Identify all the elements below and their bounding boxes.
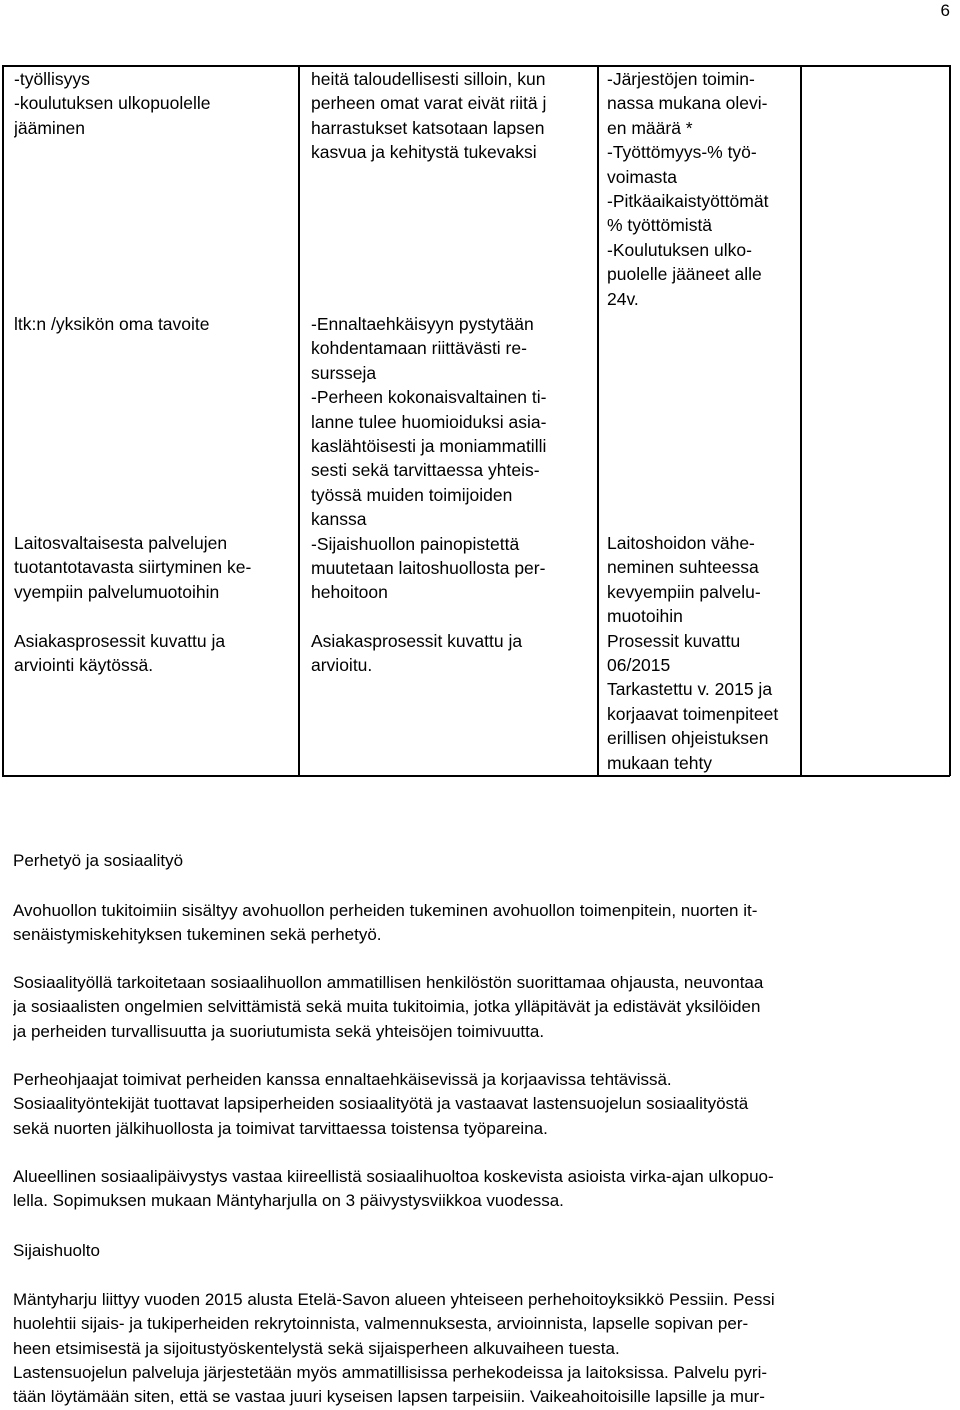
cell-r1-c3: [607, 67, 799, 311]
text-line: harrastukset katsotaan lapsen: [311, 117, 545, 138]
text-line: Tarkastettu v. 2015 ja: [607, 679, 773, 700]
text-line: työssä muiden toimijoiden: [311, 484, 513, 505]
heading-text: Sijaishuolto: [13, 1241, 100, 1260]
table-border-col2: [298, 65, 300, 776]
text-line: -Koulutuksen ulko-: [607, 239, 752, 260]
text-line: korjaavat toimenpiteet: [607, 703, 779, 724]
text-line: Mäntyharju liittyy vuoden 2015 alusta Etelä-Savon alueen yhteiseen perhehoitoyksikkö Pessiin. Pessi: [13, 1290, 775, 1309]
table-bottom-border: [2, 775, 950, 777]
text-line: muutetaan laitoshuollosta per-: [311, 557, 546, 578]
section-heading-sijaishuolto: [13, 1239, 958, 1263]
text-line: -Perheen kokonaisvaltainen ti-: [311, 387, 547, 408]
text-line: perheen omat varat eivät riitä j: [311, 93, 547, 114]
text-line: 06/2015: [607, 654, 671, 675]
text-line: tuotantotavasta siirtyminen ke-: [14, 557, 252, 578]
text-line: voimasta: [607, 166, 678, 187]
text-line: ltk:n /yksikön oma tavoite: [14, 314, 210, 334]
text-line: -koulutuksen ulkopuolelle: [14, 93, 211, 114]
text-line: arviointi käytössä.: [14, 655, 154, 676]
text-line: ja perheiden turvallisuutta ja suoriutumista sekä yhteisöjen toimivuutta.: [13, 1021, 545, 1041]
text-line: heitä taloudellisesti silloin, kun: [311, 69, 546, 89]
text-line: -työllisyys: [14, 69, 90, 89]
paragraph-paivystys: [13, 1165, 958, 1214]
text-line: neminen suhteessa: [607, 557, 759, 578]
text-line: hehoitoon: [311, 582, 388, 603]
text-line: Laitoshoidon vähe-: [607, 533, 755, 553]
text-line: 24v.: [607, 288, 639, 309]
text-line: vyempiin palvelumuotoihin: [14, 581, 220, 602]
text-line: erillisen ohjeistuksen: [607, 728, 769, 749]
paragraph-avohuolto: [13, 899, 958, 948]
text-line: sesti sekä tarvittaessa yhteis-: [311, 460, 540, 481]
cell-r2-c3-indicators: [607, 531, 799, 775]
text-line: % työttömistä: [607, 215, 713, 236]
text-line: huolehtii sijais- ja tukiperheiden rekrytoinnista, valmennuksesta, arvioinnista, lapselle sopivan per-: [13, 1314, 749, 1334]
paragraph-pessi: [13, 1288, 958, 1409]
text-line: Asiakasprosessit kuvattu ja: [14, 631, 226, 651]
text-line: Sosiaalityöllä tarkoitetaan sosiaalihuollon ammatillisen henkilöstön suorittamaa ohjausta, neuvontaa: [13, 973, 764, 992]
text-line: ja sosiaalisten ongelmien selvittämistä sekä muita tukitoimia, jotka ylläpitävät ja edistävät yksilöiden: [13, 997, 761, 1017]
text-line: arvioitu.: [311, 655, 373, 676]
text-line: kanssa: [311, 509, 367, 530]
cell-r1-c2: [311, 67, 595, 165]
text-line: Lastensuojelun palveluja järjestetään myös ammatillisissa perhekodeissa ja laitoksissa. Palvelu pyri-: [13, 1362, 768, 1382]
text-line: Laitosvaltaisesta palvelujen: [14, 533, 228, 553]
text-line: Avohuollon tukitoimiin sisältyy avohuollon perheiden tukeminen avohuollon toimenpitein, nuorten it-: [13, 901, 758, 920]
cell-r1-c1: [14, 67, 294, 140]
text-line: -Ennaltaehkäisyyn pystytään: [311, 314, 534, 334]
text-line: sursseja: [311, 362, 377, 383]
text-line: -Sijaishuollon painopistettä: [311, 533, 520, 554]
table-border-right: [949, 65, 951, 776]
text-line: heen etsimisestä ja sijoitustyöskentelystä sekä sijaisperheen alkuvaiheen tuesta.: [13, 1338, 620, 1358]
text-line: Perheohjaajat toimivat perheiden kanssa ennaltaehkäisevissä ja korjaavissa tehtävissä.: [13, 1070, 672, 1089]
section-heading-perhetyo: [13, 849, 958, 873]
text-line: lanne tulee huomioiduksi asia-: [311, 411, 547, 432]
text-line: nassa mukana olevi-: [607, 93, 768, 114]
text-line: Alueellinen sosiaalipäivystys vastaa kiireellistä sosiaalihuoltoa koskevista asioista virka-ajan ulkopuo-: [13, 1167, 774, 1186]
cell-r2-c2-processes: [311, 629, 595, 678]
text-line: kohdentamaan riittävästi re-: [311, 338, 527, 359]
text-line: -Työttömyys-% työ-: [607, 142, 757, 163]
text-line: sekä nuorten jälkihuollosta ja toimivat tarvittaessa toistensa työpareina.: [13, 1118, 548, 1138]
text-line: -Pitkäaikaistyöttömät: [607, 190, 769, 211]
text-line: tään löytämään siten, että se vastaa juuri kyseisen lapsen tarpeisiin. Vaikeahoitoisille lapsille ja mur-: [13, 1387, 765, 1407]
text-line: lella. Sopimuksen mukaan Mäntyharjulla on 3 päivystysviikkoa vuodessa.: [13, 1191, 564, 1211]
text-line: muotoihin: [607, 606, 683, 627]
cell-r2-c1-processes: [14, 629, 294, 678]
heading-text: Perhetyö ja sosiaalityö: [13, 851, 184, 870]
text-line: kaslähtöisesti ja moniammatilli: [311, 435, 547, 456]
table-border-col4: [800, 65, 802, 776]
cell-r2-c1-transition: [14, 531, 296, 604]
table-border-left: [2, 65, 4, 776]
text-line: kasvua ja kehitystä tukevaksi: [311, 142, 537, 163]
text-line: Asiakasprosessit kuvattu ja: [311, 631, 523, 651]
text-line: mukaan tehty: [607, 752, 713, 773]
cell-r2-c1-goal: [14, 312, 294, 336]
text-line: senäistymiskehityksen tukeminen sekä perhetyö.: [13, 925, 382, 945]
text-line: kevyempiin palvelu-: [607, 581, 761, 602]
text-line: -Järjestöjen toimin-: [607, 69, 755, 89]
paragraph-perheohjaajat: [13, 1068, 958, 1141]
text-line: puolelle jääneet alle: [607, 264, 762, 285]
table-border-col3: [597, 65, 599, 776]
page-number: 6: [940, 1, 950, 20]
text-line: en määrä *: [607, 117, 693, 138]
text-line: Sosiaalityöntekijät tuottavat lapsiperheiden sosiaalityötä ja vastaavat lastensuojelun sosiaalityöstä: [13, 1094, 749, 1114]
text-line: jääminen: [14, 117, 86, 138]
text-line: Prosessit kuvattu: [607, 630, 741, 651]
paragraph-sosiaalityo: [13, 971, 958, 1044]
cell-r2-c2-measures: [311, 312, 595, 605]
